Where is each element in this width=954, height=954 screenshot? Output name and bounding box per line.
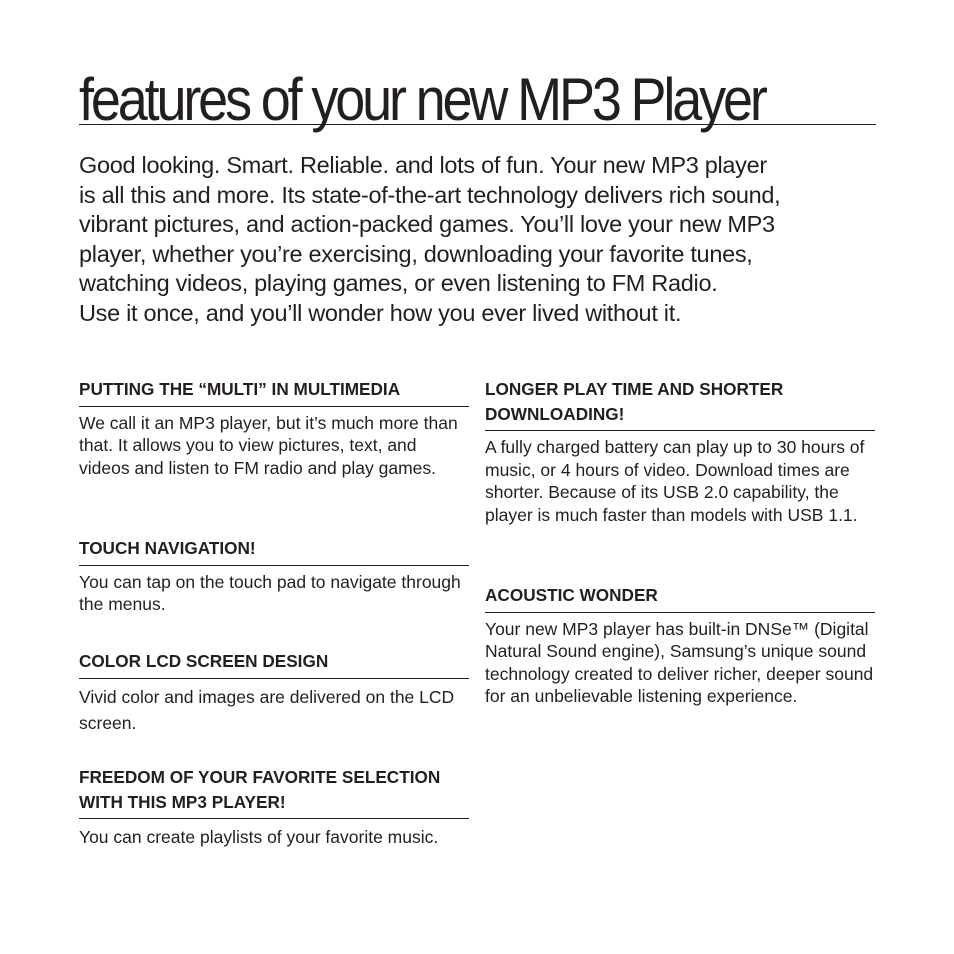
section-body: Your new MP3 player has built-in DNSe™ (Digital Natural Sound engine), Samsung’s unique sound technology created to deliver richer, deeper sound for an unbelievable listening experience. bbox=[485, 618, 874, 707]
section-heading: TOUCH NAVIGATION! bbox=[79, 536, 469, 566]
intro-line: watching videos, playing games, or even listening to FM Radio. bbox=[79, 270, 718, 297]
section-acoustic-wonder bbox=[485, 583, 875, 708]
intro-line: Good looking. Smart. Reliable. and lots of fun. Your new MP3 player bbox=[79, 152, 767, 178]
section-play-time bbox=[485, 377, 875, 526]
section-heading: FREEDOM OF YOUR FAVORITE SELECTION WITH THIS MP3 PLAYER! bbox=[79, 765, 469, 819]
section-heading: ACOUSTIC WONDER bbox=[485, 583, 875, 613]
page-title: features of your new MP3 Player bbox=[79, 66, 765, 133]
section-touch-navigation bbox=[79, 536, 469, 616]
section-body: A fully charged battery can play up to 30 hours of music, or 4 hours of video. Download times are shorter. Because of its USB 2.0 capability, the player is much faster than models with USB 1.1. bbox=[485, 437, 865, 525]
section-heading: COLOR LCD SCREEN DESIGN bbox=[79, 649, 469, 679]
intro-line: Use it once, and you’ll wonder how you ever lived without it. bbox=[79, 299, 682, 326]
section-heading: LONGER PLAY TIME AND SHORTER DOWNLOADING! bbox=[485, 377, 875, 431]
intro-line: is all this and more. Its state-of-the-art technology delivers rich sound, bbox=[79, 181, 781, 208]
section-multimedia bbox=[79, 377, 469, 479]
section-body: You can create playlists of your favorite music. bbox=[79, 827, 439, 847]
section-favorite-selection bbox=[79, 765, 469, 850]
intro-line: player, whether you’re exercising, downloading your favorite tunes, bbox=[79, 240, 753, 267]
section-body: Vivid color and images are delivered on the LCD screen. bbox=[79, 686, 455, 733]
intro-paragraph bbox=[79, 151, 879, 329]
section-lcd-design bbox=[79, 649, 469, 736]
section-body: We call it an MP3 player, but it’s much more than that. It allows you to view pictures, text, and videos and listen to FM radio and play games. bbox=[79, 412, 458, 478]
section-body: You can tap on the touch pad to navigate through the menus. bbox=[79, 571, 461, 615]
title-underline bbox=[79, 124, 876, 125]
intro-line: vibrant pictures, and action-packed games. You’ll love your new MP3 bbox=[79, 211, 775, 238]
section-heading: PUTTING THE “MULTI” IN MULTIMEDIA bbox=[79, 377, 469, 407]
